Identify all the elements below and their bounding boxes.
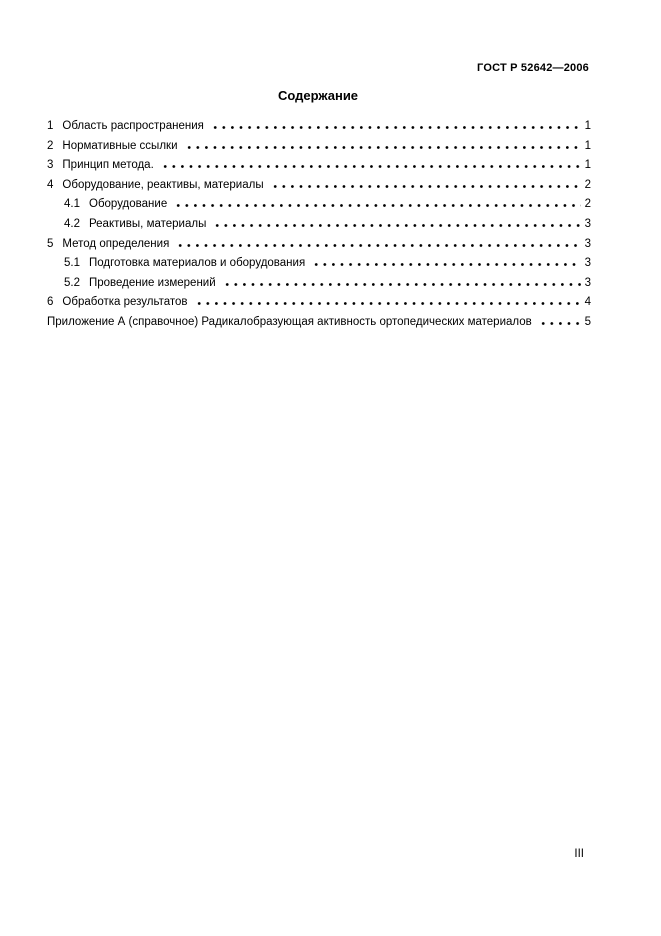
toc-entry-number: 1 — [47, 120, 54, 132]
toc-entry-label: Принцип метода. — [62, 159, 154, 172]
toc-entry — [47, 235, 591, 255]
leader-dots — [195, 302, 581, 305]
leader-dots — [185, 146, 581, 149]
toc-entry-page: 2 — [584, 178, 591, 191]
leader-dots — [223, 283, 581, 286]
toc-entry-page: 3 — [584, 217, 591, 230]
toc-entry-label: Область распространения — [62, 120, 204, 132]
toc-entry — [47, 117, 591, 137]
toc-entry-number: 4.2 — [64, 217, 80, 230]
toc-entry-page: 1 — [584, 159, 591, 172]
toc-entry-page: 1 — [584, 120, 591, 132]
toc-entry-page: 5 — [584, 315, 591, 328]
leader-dots — [161, 165, 581, 168]
leader-dots — [211, 126, 581, 129]
toc-entry-number: 3 — [47, 159, 54, 172]
toc-entry-number: 2 — [47, 139, 54, 152]
toc-entry-number: 4 — [47, 178, 54, 191]
toc-entry — [47, 254, 591, 274]
folio-page-number: III — [574, 848, 584, 860]
toc-entry-label: Реактивы, материалы — [89, 217, 207, 230]
toc-entry-page: 4 — [584, 296, 591, 309]
toc-entry-label: Метод определения — [62, 237, 170, 250]
toc-entry-label: Подготовка материалов и оборудования — [89, 257, 306, 270]
toc-entry — [47, 156, 591, 176]
toc-entry-label: Проведение измерений — [89, 276, 216, 289]
leader-dots — [213, 224, 580, 227]
leader-dots — [176, 244, 580, 247]
toc-entry — [47, 195, 591, 215]
toc-entry-page: 3 — [584, 257, 591, 270]
toc-entry-page: 3 — [584, 276, 591, 289]
toc-entry-label: Оборудование — [89, 198, 168, 211]
toc-entry — [47, 215, 591, 235]
toc-entry — [47, 176, 591, 196]
toc-entry-label: Оборудование, реактивы, материалы — [62, 178, 264, 191]
leader-dots — [271, 185, 581, 188]
toc-entry — [47, 293, 591, 313]
toc-entry-label: Обработка результатов — [62, 296, 188, 309]
toc-entry-label: Нормативные ссылки — [62, 139, 178, 152]
document-code: ГОСТ Р 52642—2006 — [477, 62, 589, 74]
toc-entry-page: 3 — [584, 237, 591, 250]
toc-entry — [47, 274, 591, 294]
toc-entry-number: 5 — [47, 237, 54, 250]
toc-entry — [47, 313, 591, 333]
toc-entry-page: 2 — [584, 198, 591, 211]
toc-entry-number: 4.1 — [64, 198, 80, 211]
toc-entry-number: 6 — [47, 296, 54, 309]
page-title: Содержание — [277, 88, 359, 103]
toc-entry-number: 5.1 — [64, 257, 80, 270]
toc-entry — [47, 137, 591, 157]
toc-entry-label: Приложение А (справочное) Радикалобразующая активность ортопедических материалов — [47, 315, 532, 328]
toc-entry-number: 5.2 — [64, 276, 80, 289]
table-of-contents — [47, 117, 591, 333]
leader-dots — [539, 322, 581, 325]
leader-dots — [312, 263, 580, 266]
leader-dots — [174, 204, 580, 207]
toc-entry-page: 1 — [584, 139, 591, 152]
